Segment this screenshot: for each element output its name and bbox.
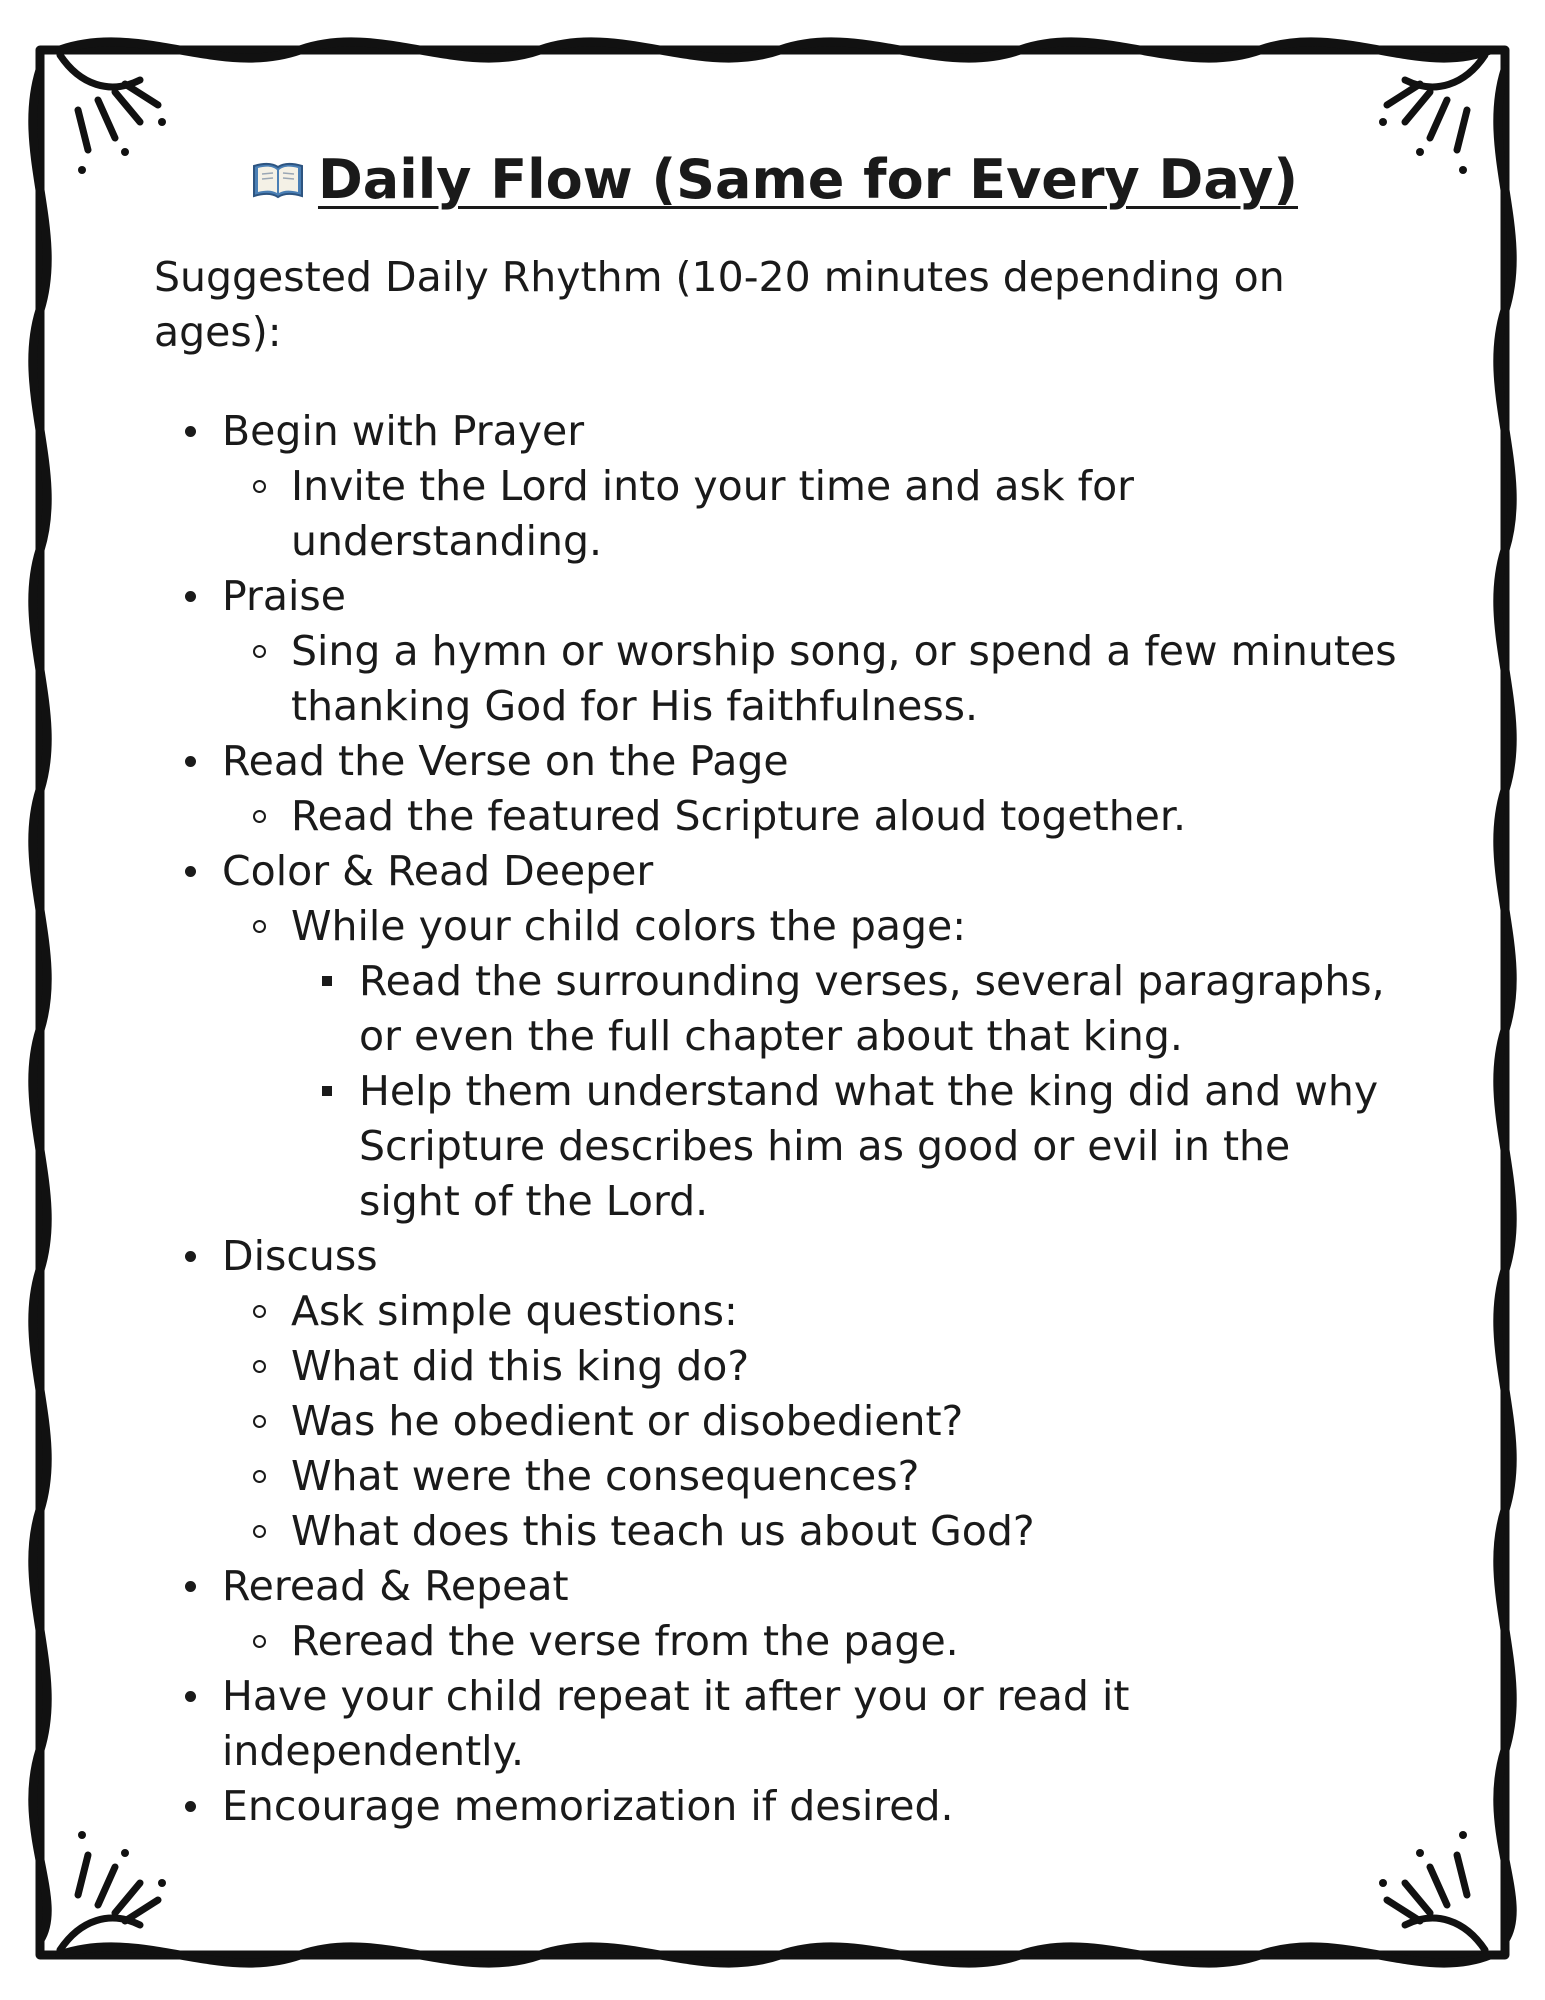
sub-list-item: Invite the Lord into your time and ask for understanding. — [222, 459, 1400, 569]
list-item — [150, 844, 1400, 1229]
list-item — [150, 1669, 1400, 1779]
sub-list — [222, 899, 1400, 1229]
sub-list-item: Was he obedient or disobedient? — [222, 1394, 1400, 1449]
sub-list-item: What did this king do? — [222, 1339, 1400, 1394]
sub-list — [222, 1284, 1400, 1559]
step-label: Reread & Repeat — [222, 1562, 569, 1610]
steps-list — [150, 404, 1400, 1834]
list-item — [150, 404, 1400, 569]
open-book-icon — [252, 160, 304, 200]
page-title-text: Daily Flow (Same for Every Day) — [317, 148, 1298, 211]
document-content — [150, 140, 1400, 1834]
sub-list — [222, 624, 1400, 734]
sub-list — [222, 789, 1400, 844]
corner-burst-bottom-right — [1379, 1831, 1485, 1950]
corner-burst-bottom-left — [60, 1831, 166, 1950]
sub-list-item: What does this teach us about God? — [222, 1504, 1400, 1559]
step-label: Encourage memorization if desired. — [222, 1782, 954, 1830]
step-label: Read the Verse on the Page — [222, 737, 789, 785]
list-item — [150, 1229, 1400, 1559]
sub-list-item: Read the featured Scripture aloud together. — [222, 789, 1400, 844]
step-label: Praise — [222, 572, 346, 620]
sub-list — [222, 1614, 1400, 1669]
page-title — [150, 140, 1400, 220]
step-label: Discuss — [222, 1232, 378, 1280]
sub-list-item: Ask simple questions: — [222, 1284, 1400, 1339]
sub-list-item-text: While your child colors the page: — [291, 902, 967, 950]
detail-list-item: Read the surrounding verses, several paragraphs, or even the full chapter about that king. — [291, 954, 1400, 1064]
sub-list-item: Reread the verse from the page. — [222, 1614, 1400, 1669]
intro-text: Suggested Daily Rhythm (10-20 minutes depending on ages): — [154, 253, 1285, 356]
sub-list-item — [222, 899, 1400, 1229]
sub-list-item: What were the consequences? — [222, 1449, 1400, 1504]
step-label: Begin with Prayer — [222, 407, 585, 455]
list-item — [150, 569, 1400, 734]
sub-list-item: Sing a hymn or worship song, or spend a few minutes thanking God for His faithfulness. — [222, 624, 1400, 734]
list-item — [150, 1559, 1400, 1669]
step-label: Color & Read Deeper — [222, 847, 654, 895]
detail-list — [291, 954, 1400, 1229]
list-item — [150, 1779, 1400, 1834]
sub-list — [222, 459, 1400, 569]
list-item — [150, 734, 1400, 844]
step-label: Have your child repeat it after you or read it independently. — [222, 1672, 1130, 1775]
detail-list-item: Help them understand what the king did and why Scripture describes him as good or evil in the sight of the Lord. — [291, 1064, 1400, 1229]
